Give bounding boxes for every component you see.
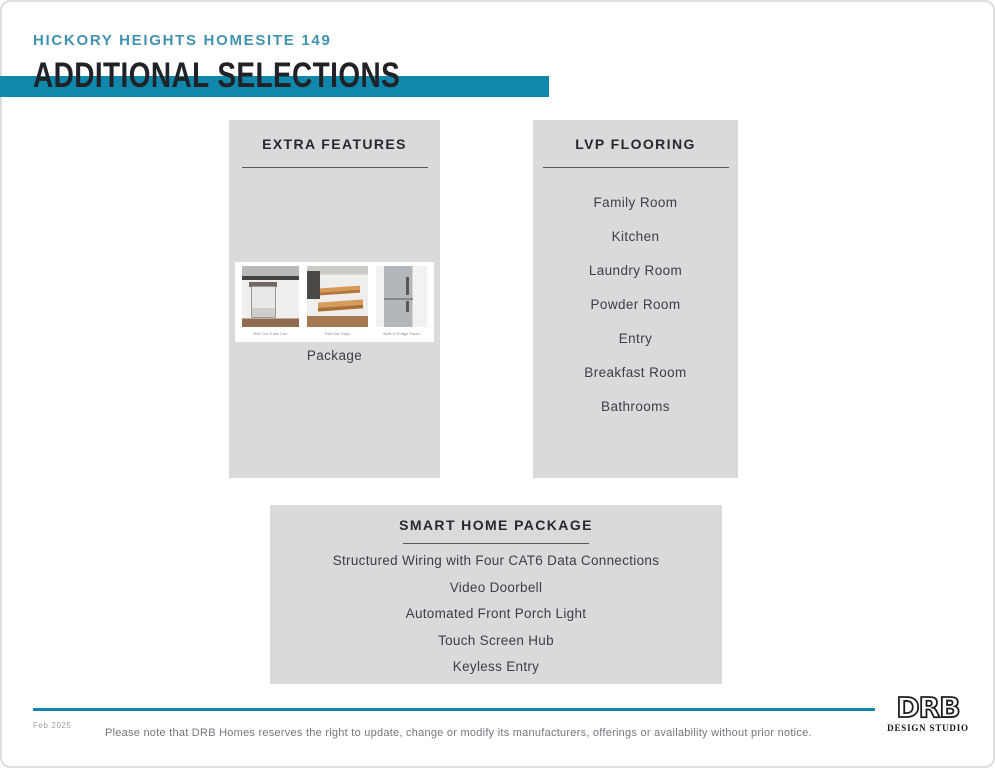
lvp-flooring-title: LVP FLOORING — [575, 136, 696, 152]
freezer-handle — [406, 301, 409, 312]
kitchen-package-line2: Package — [306, 348, 363, 363]
rollout-trays-photo — [307, 266, 368, 327]
list-item: Automated Front Porch Light — [405, 606, 587, 622]
drb-design-studio-logo — [886, 692, 970, 733]
list-item: Video Doorbell — [449, 579, 543, 595]
photo-card-trash-pullout — [242, 266, 299, 336]
trash-pullout-photo — [242, 266, 299, 327]
photo-caption: Built-In Fridge Panel — [383, 331, 420, 336]
footer-disclaimer: Please note that DRB Homes reserves the right to update, change or modify its manufacturers, offerings or availability without prior notice. — [105, 727, 812, 739]
fridge-handle — [406, 277, 409, 295]
list-item: Kitchen — [611, 229, 660, 244]
smart-home-title: SMART HOME PACKAGE — [399, 517, 593, 533]
drb-logo-text: DRB — [896, 692, 960, 722]
lvp-flooring-list — [533, 186, 738, 424]
list-item: Powder Room — [590, 297, 681, 312]
list-item: Bathrooms — [601, 399, 670, 414]
range-shape — [307, 271, 320, 299]
pullout-bin — [251, 286, 276, 319]
extra-features-box — [229, 120, 440, 478]
drb-logo-mark — [890, 692, 966, 722]
photo-card-rollout-trays — [307, 266, 368, 336]
kitchen-package-photo-strip — [235, 262, 434, 342]
page-title: ADDITIONAL SELECTIONS — [33, 56, 401, 95]
list-item: Breakfast Room — [584, 365, 687, 380]
photo-caption: Roll Out Trays — [324, 331, 351, 336]
list-item: Family Room — [593, 195, 678, 210]
photo-card-fridge — [376, 266, 427, 336]
list-item: Keyless Entry — [452, 659, 540, 675]
smart-home-title-underline — [403, 543, 589, 544]
lvp-flooring-title-underline — [543, 167, 729, 168]
wood-tray-bottom — [318, 300, 363, 312]
built-in-fridge-photo — [376, 266, 427, 327]
fridge-divider — [384, 298, 413, 300]
footer-accent-line — [33, 708, 875, 711]
wood-tray-top — [320, 285, 360, 295]
list-item: Laundry Room — [588, 263, 683, 278]
photo-caption: Roll Out Trash Can — [253, 331, 288, 336]
footer-date: Feb 2025 — [33, 721, 72, 730]
list-item: Structured Wiring with Four CAT6 Data Connections — [332, 553, 660, 568]
smart-home-list — [270, 548, 722, 681]
lvp-flooring-box — [533, 120, 738, 478]
list-item: Entry — [618, 331, 653, 346]
extra-features-title: EXTRA FEATURES — [262, 136, 407, 152]
list-item: Touch Screen Hub — [438, 632, 554, 648]
drb-logo-subtext: DESIGN STUDIO — [887, 723, 969, 733]
homesite-eyebrow: HICKORY HEIGHTS HOMESITE 149 — [33, 32, 332, 49]
extra-features-title-underline — [242, 167, 428, 168]
smart-home-package-box — [270, 505, 722, 684]
